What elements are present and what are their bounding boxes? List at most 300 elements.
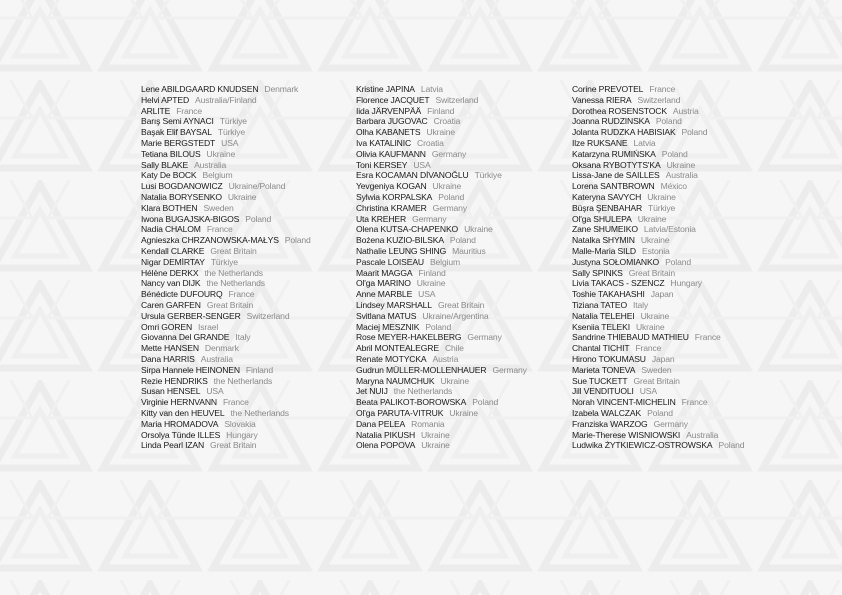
list-item — [572, 127, 744, 138]
artist-country: Poland — [647, 407, 673, 418]
artist-name: Katy De BOCK — [141, 170, 197, 181]
artist-name: Linda Pearl IZAN — [141, 440, 205, 451]
list-item — [141, 257, 311, 268]
artist-name: Jill VENDITUOLI — [572, 386, 634, 397]
artist-column-3 — [572, 84, 744, 451]
artist-country: Ukraine — [449, 407, 478, 418]
list-item — [356, 397, 527, 408]
artist-name: Tetiana BILOUS — [141, 148, 201, 159]
list-item — [572, 138, 744, 149]
list-item — [356, 332, 527, 343]
list-item — [572, 149, 744, 160]
artist-country: Finland — [245, 364, 274, 375]
artist-name: Dorothea ROSENSTOCK — [572, 105, 667, 116]
list-item — [572, 397, 744, 408]
artist-country: Sweden — [203, 202, 234, 213]
artist-name: Omri GOREN — [141, 321, 193, 332]
artist-name: Natalia BORYSENKO — [141, 191, 222, 202]
list-item — [141, 289, 311, 300]
artist-name: Natalia PIKUSH — [356, 429, 416, 440]
artist-country: France — [649, 84, 676, 94]
artist-country: Switzerland — [637, 94, 681, 105]
artist-country: Israel — [198, 321, 219, 332]
artist-country: USA — [413, 159, 431, 170]
list-item — [572, 354, 744, 365]
artist-country: the Netherlands — [204, 267, 263, 278]
artist-name: Iva KATALINIC — [356, 137, 412, 148]
artist-name: Bénédicte DUFOURQ — [141, 289, 223, 300]
list-item — [141, 343, 311, 354]
artist-name: Kristine JAPINA — [356, 84, 415, 94]
list-item — [141, 84, 311, 95]
artist-name: Izabela WALCZAK — [572, 407, 642, 418]
artist-name: Maria HROMADOVA — [141, 418, 219, 429]
artist-name: ARLITE — [141, 105, 171, 116]
list-item — [356, 246, 527, 257]
artist-country: Türkiye — [648, 202, 676, 213]
artist-name: Kendall CLARKE — [141, 245, 205, 256]
list-item — [356, 322, 527, 333]
list-item — [356, 214, 527, 225]
artist-name: Nigar DEMİRTAY — [141, 256, 205, 267]
list-item — [572, 224, 744, 235]
list-item — [356, 300, 527, 311]
artist-country: Poland — [681, 127, 708, 138]
artist-country: Finland — [418, 267, 446, 278]
artist-name: Yevgeniya KOGAN — [356, 181, 427, 192]
artist-country: Australia/Finland — [195, 94, 257, 105]
list-item — [572, 181, 744, 192]
artist-name: Lindsey MARSHALL — [356, 299, 432, 310]
artist-name: Lene ABILDGAARD KNUDSEN — [141, 84, 259, 94]
artist-name: Livia TAKACS - SZENCZ — [572, 278, 665, 289]
artist-name: Olivia KAUFMANN — [356, 148, 426, 159]
artist-name: Bożena KUZIO-BILSKA — [356, 235, 444, 246]
artist-country: Ukraine/Poland — [228, 181, 286, 192]
list-item — [356, 106, 527, 117]
artist-country: Ukraine/Argentina — [422, 310, 489, 321]
artist-name: Sirpa Hannele HEINONEN — [141, 364, 240, 375]
list-item — [141, 354, 311, 365]
list-item — [356, 311, 527, 322]
list-item — [572, 365, 744, 376]
artist-name: Dana PELEA — [356, 418, 406, 429]
artist-name: Sally SPINKS — [572, 267, 623, 278]
artist-country: Austria — [672, 105, 699, 116]
list-item — [141, 365, 311, 376]
list-item — [141, 332, 311, 343]
artist-name: Malle-Maria SILD — [572, 245, 636, 256]
artist-country: Great Britain — [628, 267, 676, 278]
artist-country: France — [206, 224, 233, 235]
artist-name: Esra KOCAMAN DİVANOĞLU — [356, 170, 469, 181]
list-item — [356, 170, 527, 181]
artist-country: Ukraine — [432, 181, 462, 192]
artist-name: Beata PALIKOT-BOROWSKA — [356, 397, 467, 408]
list-item — [356, 235, 527, 246]
artist-country: Latvia — [420, 84, 443, 94]
artist-country: the Netherlands — [206, 278, 265, 289]
artist-name: Norah VINCENT-MICHELIN — [572, 397, 676, 408]
artist-country: USA — [206, 386, 224, 397]
artist-country: the Netherlands — [393, 386, 453, 397]
list-item — [572, 430, 744, 441]
list-item — [356, 192, 527, 203]
list-item — [141, 300, 311, 311]
list-item — [572, 116, 744, 127]
artist-name: Christina KRAMER — [356, 202, 427, 213]
list-item — [141, 95, 311, 106]
list-item — [572, 214, 744, 225]
list-item — [572, 343, 744, 354]
artist-name: Marie BERGSTEDT — [141, 137, 216, 148]
artist-country: Australia — [194, 159, 227, 170]
list-item — [141, 214, 311, 225]
artist-name: Kseniia TELEKI — [572, 321, 630, 332]
artist-country: Ukraine — [426, 127, 456, 138]
artist-name: Virginie HERNVANN — [141, 397, 217, 408]
list-item — [141, 116, 311, 127]
list-item — [356, 127, 527, 138]
artist-country: Belgium — [429, 256, 460, 267]
artist-country: Poland — [449, 235, 476, 246]
artist-country: Switzerland — [435, 94, 479, 105]
artist-country: Poland — [655, 116, 682, 127]
artist-name: Jolanta RUDZKA HABISIAK — [572, 127, 676, 138]
artist-name: Olena KUTSA-CHAPENKO — [356, 224, 459, 235]
list-item — [141, 440, 311, 451]
artist-name: Nancy van DIJK — [141, 278, 201, 289]
list-item — [356, 224, 527, 235]
artist-name: Katarzyna RUMIŃSKA — [572, 148, 656, 159]
list-item — [356, 343, 527, 354]
artist-country: Romania — [411, 418, 445, 429]
artist-country: Great Britain — [633, 375, 680, 386]
artist-country: Croatia — [417, 137, 444, 148]
artist-country: Switzerland — [246, 310, 290, 321]
artist-name: Toshie TAKAHASHI — [572, 289, 645, 300]
artist-country: Australia — [200, 353, 233, 364]
list-item — [141, 322, 311, 333]
artist-country: USA — [418, 289, 436, 300]
artist-name: Susan HENSEL — [141, 386, 201, 397]
artist-country: Japan — [650, 289, 674, 300]
artist-country: France — [694, 332, 721, 343]
artist-name: Sally BLAKE — [141, 159, 189, 170]
artist-name: Barış Semi AYNACI — [141, 116, 214, 127]
list-item — [141, 376, 311, 387]
artist-name: Ol'ga SHULEPA — [572, 213, 632, 224]
artist-name: Büşra ŞENBAHAR — [572, 202, 643, 213]
artist-country: Latvia/Estonia — [643, 224, 696, 235]
artist-country: Belgium — [202, 170, 233, 181]
artist-name: Sue TUCKETT — [572, 375, 628, 386]
list-item — [141, 170, 311, 181]
artist-country: Ukraine — [421, 429, 450, 440]
list-item — [572, 170, 744, 181]
artist-country: Hungary — [670, 278, 702, 289]
list-item — [356, 289, 527, 300]
artist-country: Finland — [427, 105, 455, 116]
artist-name: Lorena SANTBROWN — [572, 181, 655, 192]
artist-country: Poland — [438, 191, 465, 202]
artist-name: Sylwia KORPALSKA — [356, 191, 433, 202]
artist-country: Poland — [425, 321, 452, 332]
artist-country: France — [228, 289, 255, 300]
artist-country: France — [222, 397, 249, 408]
artist-name: Ol'ga PARUTA-VITRUK — [356, 407, 444, 418]
artist-country: Great Britain — [210, 440, 257, 451]
list-item — [141, 149, 311, 160]
artist-country: Great Britain — [206, 299, 254, 310]
list-item — [141, 127, 311, 138]
artist-country: Estonia — [641, 245, 670, 256]
artist-name: Anne MARBLE — [356, 289, 413, 300]
artist-country: France — [681, 397, 708, 408]
list-item — [572, 386, 744, 397]
artist-name: Franziska WARZOG — [572, 418, 648, 429]
artist-name: Ol'ga MARINO — [356, 278, 411, 289]
artist-name: Svitlana MATUS — [356, 310, 417, 321]
artist-name: Dana HARRIS — [141, 353, 195, 364]
artist-country: Denmark — [204, 343, 239, 354]
artist-country: Germany — [432, 202, 467, 213]
list-item — [356, 376, 527, 387]
list-item — [141, 106, 311, 117]
artist-country: the Netherlands — [213, 375, 273, 386]
artist-country: USA — [639, 386, 657, 397]
list-item — [572, 332, 744, 343]
artist-name: Pascale LOISEAU — [356, 256, 424, 267]
artist-column-1 — [141, 84, 311, 451]
artist-name: Mette HANSEN — [141, 343, 199, 354]
list-item — [572, 192, 744, 203]
artist-name: Olena POPOVA — [356, 440, 416, 451]
artist-name: Natalia TELEHEI — [572, 310, 635, 321]
list-item — [356, 354, 527, 365]
artist-name: Agnieszka CHRZANOWSKA-MAŁYS — [141, 235, 279, 246]
list-item — [572, 257, 744, 268]
artist-name: Barbara JUGOVAC — [356, 116, 428, 127]
list-item — [572, 84, 744, 95]
list-item — [356, 257, 527, 268]
artist-country: Ukraine — [666, 159, 696, 170]
artist-name: Rezie HENDRIKS — [141, 375, 208, 386]
artist-country: Ukraine — [416, 278, 446, 289]
artist-country: Türkiye — [219, 116, 247, 127]
artist-name: Sandrine THIEBAUD MATHIEU — [572, 332, 689, 343]
artist-country: Poland — [661, 148, 688, 159]
list-item — [141, 311, 311, 322]
artist-name: Ilze RUKSANE — [572, 137, 628, 148]
list-item — [572, 289, 744, 300]
artist-name: Nadia CHALOM — [141, 224, 201, 235]
artist-name: Lusi BOGDANOWICZ — [141, 181, 223, 192]
list-item — [572, 322, 744, 333]
artist-name: Ursula GERBER-SENGER — [141, 310, 241, 321]
artist-name: Rose MEYER-HAKELBERG — [356, 332, 462, 343]
artist-name: Jet NUIJ — [356, 386, 388, 397]
artist-country: Ukraine — [647, 191, 676, 202]
artist-country: Sweden — [641, 364, 672, 375]
artist-country: Mauritius — [452, 245, 486, 256]
list-item — [356, 430, 527, 441]
artist-country: Germany — [492, 364, 527, 375]
list-item — [356, 138, 527, 149]
list-item — [356, 203, 527, 214]
artist-name: Oksana RYBOTYTS'KA — [572, 159, 661, 170]
artist-name: Başak Elif BAYSAL — [141, 127, 212, 138]
artist-name: Iwona BUGAJSKA-BIGOS — [141, 213, 240, 224]
artist-country: Poland — [472, 397, 499, 408]
list-item — [141, 397, 311, 408]
artist-country: USA — [221, 137, 239, 148]
artist-country: Great Britain — [437, 299, 485, 310]
list-item — [356, 408, 527, 419]
artist-country: Croatia — [433, 116, 461, 127]
artist-country: Türkiye — [217, 127, 245, 138]
artist-name: Natalka SHYMIN — [572, 235, 635, 246]
list-item — [141, 203, 311, 214]
artist-name: Orsolya Tünde ILLES — [141, 429, 221, 440]
list-item — [141, 235, 311, 246]
artist-name: Kitty van den HEUVEL — [141, 407, 225, 418]
list-item — [356, 278, 527, 289]
artist-country: Türkiye — [210, 256, 238, 267]
list-item — [356, 181, 527, 192]
list-item — [141, 408, 311, 419]
list-item — [356, 386, 527, 397]
artist-country: Germany — [467, 332, 502, 343]
artist-country: Ukraine — [640, 310, 670, 321]
list-item — [141, 160, 311, 171]
artist-name: Caren GARFEN — [141, 299, 201, 310]
artist-country: France — [176, 105, 203, 116]
artist-name: Giovanna Del GRANDE — [141, 332, 230, 343]
artist-name: Marieta TONEVA — [572, 364, 636, 375]
list-item — [572, 95, 744, 106]
artist-name: Nathalie LEUNG SHING — [356, 245, 447, 256]
list-item — [572, 408, 744, 419]
artist-country: Poland — [245, 213, 272, 224]
artist-country: Germany — [412, 213, 447, 224]
list-item — [356, 95, 527, 106]
artist-name: Maryna NAUMCHUK — [356, 375, 435, 386]
artist-name: Joanna RUDZINSKA — [572, 116, 650, 127]
list-item — [572, 106, 744, 117]
artist-country: Poland — [718, 440, 745, 451]
list-item — [141, 419, 311, 430]
artist-country: Ukraine — [206, 148, 236, 159]
artist-name: Ludwika ŻYTKIEWICZ-OSTROWSKA — [572, 440, 713, 451]
artist-name: Maarit MAGGA — [356, 267, 413, 278]
artist-country: Great Britain — [210, 245, 257, 256]
artist-country: Poland — [284, 235, 311, 246]
list-item — [572, 440, 744, 451]
artist-country: Ukraine — [440, 375, 470, 386]
list-item — [356, 84, 527, 95]
artist-country: Latvia — [633, 137, 656, 148]
list-item — [141, 192, 311, 203]
artist-name: Corine PREVOTEL — [572, 84, 644, 94]
list-item — [572, 278, 744, 289]
artist-name: Florence JACQUET — [356, 94, 430, 105]
artist-column-2 — [356, 84, 527, 451]
artist-name: Olha KABANETS — [356, 127, 421, 138]
artist-country: Denmark — [264, 84, 299, 94]
artist-name: Marie-Therese WISNIOWSKI — [572, 429, 681, 440]
artist-country: México — [660, 181, 687, 192]
artist-country: Türkiye — [474, 170, 502, 181]
artist-name: Vanessa RIERA — [572, 94, 632, 105]
artist-name: Renate MOTYCKA — [356, 353, 427, 364]
artist-name: Hélène DERKX — [141, 267, 199, 278]
artist-country: Poland — [665, 256, 691, 267]
artist-country: Ukraine — [637, 213, 667, 224]
artist-name: Tiziana TATEO — [572, 299, 628, 310]
artist-country: Hungary — [226, 429, 258, 440]
artist-country: Japan — [651, 353, 675, 364]
list-item — [572, 246, 744, 257]
artist-name: Justyna SOŁOMIANKO — [572, 256, 660, 267]
artist-country: Australia — [686, 429, 719, 440]
artist-country: Ukraine — [227, 191, 257, 202]
list-item — [141, 138, 311, 149]
list-item — [356, 365, 527, 376]
artist-country: Italy — [235, 332, 251, 343]
artist-name: Helvi APTED — [141, 94, 190, 105]
artist-name: Zane SHUMEIKO — [572, 224, 638, 235]
artist-name: Chantal TICHIT — [572, 343, 630, 354]
artist-name: Klara BOTHEN — [141, 202, 198, 213]
artist-country: France — [635, 343, 662, 354]
artist-country: Australia — [665, 170, 698, 181]
list-item — [356, 440, 527, 451]
list-item — [572, 311, 744, 322]
list-item — [572, 300, 744, 311]
artist-country: Germany — [431, 148, 467, 159]
artist-country: the Netherlands — [230, 407, 289, 418]
artist-name: Lissa-Jane de SAILLES — [572, 170, 660, 181]
artist-country: Ukraine — [464, 224, 493, 235]
list-item — [572, 235, 744, 246]
artist-country: Austria — [432, 353, 459, 364]
list-item — [356, 160, 527, 171]
artist-country: Italy — [633, 299, 649, 310]
artist-country: Ukraine — [421, 440, 450, 451]
artist-country: Chile — [444, 343, 464, 354]
artist-name: Uta KREHER — [356, 213, 407, 224]
list-item — [572, 268, 744, 279]
artist-name: Abril MONTEALEGRE — [356, 343, 439, 354]
list-item — [356, 419, 527, 430]
artist-country: Ukraine — [640, 235, 670, 246]
list-item — [572, 203, 744, 214]
artist-country: Germany — [653, 418, 688, 429]
list-item — [572, 376, 744, 387]
list-item — [141, 181, 311, 192]
list-item — [356, 149, 527, 160]
list-item — [572, 160, 744, 171]
list-item — [572, 419, 744, 430]
artist-name: Kateryna SAVYCH — [572, 191, 642, 202]
list-item — [356, 268, 527, 279]
artist-country: Slovakia — [224, 418, 256, 429]
list-item — [141, 278, 311, 289]
list-item — [141, 268, 311, 279]
artist-country: Ukraine — [635, 321, 665, 332]
list-item — [356, 116, 527, 127]
